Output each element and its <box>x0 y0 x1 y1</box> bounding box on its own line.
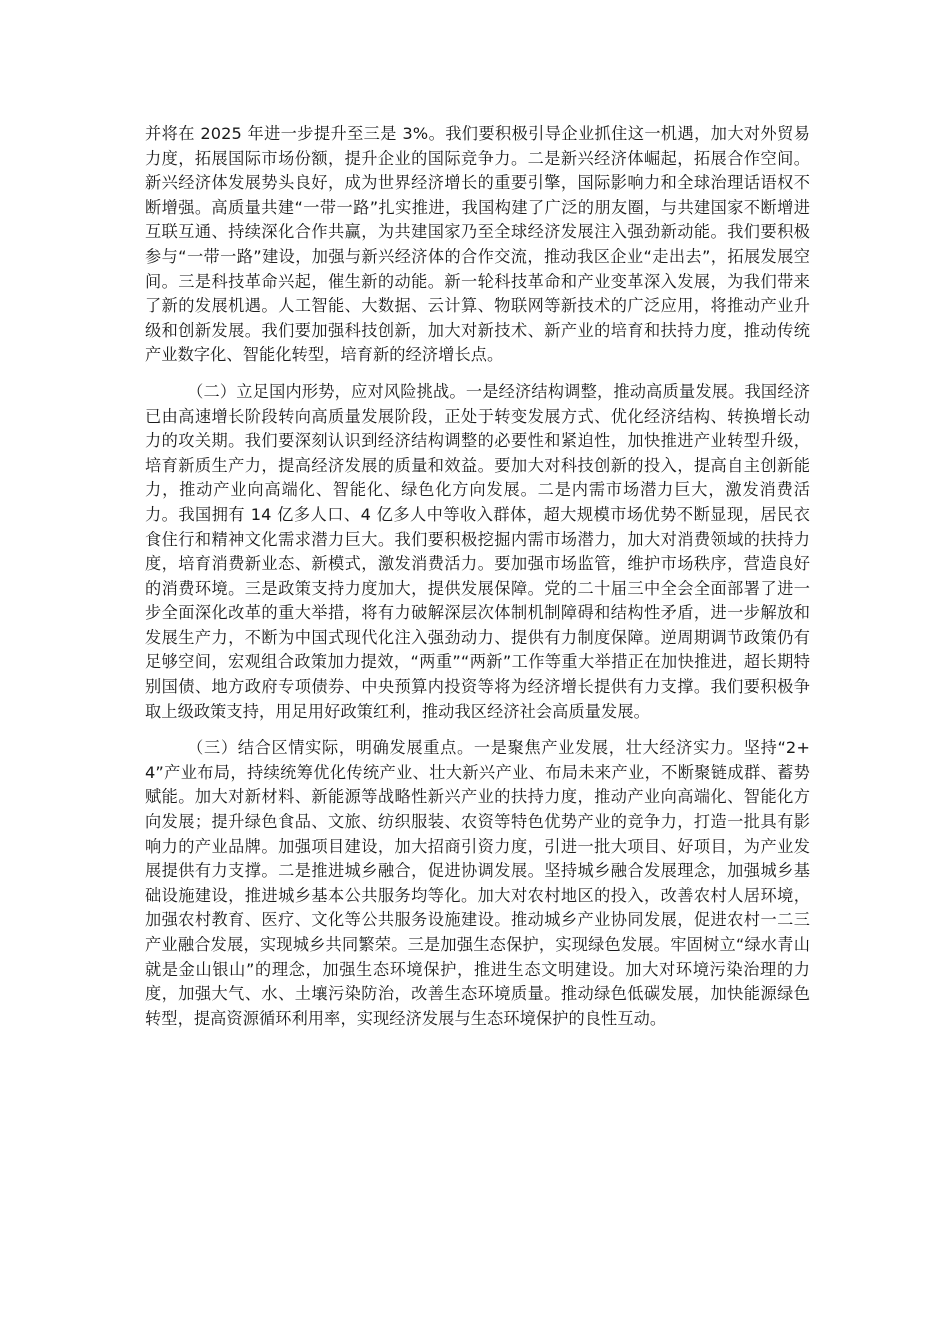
document-body <box>145 122 810 1031</box>
paragraph-gap <box>145 368 810 380</box>
paragraph-section-three: （三）结合区情实际，明确发展重点。一是聚焦产业发展，壮大经济实力。坚持“2+4”产业布局，持续统筹优化传统产业、壮大新兴产业、布局未来产业，不断聚链成群、蓄势赋能。加大对新材料、新能源等战略性新兴产业的扶持力度，推动产业向高端化、智能化方向发展；提升绿色食品、文旅、纺织服装、农资等特色优势产业的竞争力，打造一批具有影响力的产业品牌。加强项目建设，加大招商引资力度，引进一批大项目、好项目，为产业发展提供有力支撑。二是推进城乡融合，促进协调发展。坚持城乡融合发展理念，加强城乡基础设施建设，推进城乡基本公共服务均等化。加大对农村地区的投入，改善农村人居环境，加强农村教育、医疗、文化等公共服务设施建设。推动城乡产业协同发展，促进农村一二三产业融合发展，实现城乡共同繁荣。三是加强生态保护，实现绿色发展。牢固树立“绿水青山就是金山银山”的理念，加强生态环境保护，推进生态文明建设。加大对环境污染治理的力度，加强大气、水、土壤污染防治，改善生态环境质量。推动绿色低碳发展，加快能源绿色转型，提高资源循环利用率，实现经济发展与生态环境保护的良性互动。 <box>145 738 810 1028</box>
paragraph-gap <box>145 724 810 736</box>
paragraph-continuation: 并将在 2025 年进一步提升至三是 3%。我们要积极引导企业抓住这一机遇，加大对外贸易力度，拓展国际市场份额，提升企业的国际竞争力。二是新兴经济体崛起，拓展合作空间。新兴经济体发展势头良好，成为世界经济增长的重要引擎，国际影响力和全球治理话语权不断增强。高质量共建“一带一路”扎实推进，我国构建了广泛的朋友圈，与共建国家不断增进互联互通、持续深化合作共赢，为共建国家乃至全球经济发展注入强劲新动能。我们要积极参与“一带一路”建设，加强与新兴经济体的合作交流，推动我区企业“走出去”，拓展发展空间。三是科技革命兴起，催生新的动能。新一轮科技革命和产业变革深入发展，为我们带来了新的发展机遇。人工智能、大数据、云计算、物联网等新技术的广泛应用，将推动产业升级和创新发展。我们要加强科技创新，加大对新技术、新产业的培育和扶持力度，推动传统产业数字化、智能化转型，培育新的经济增长点。 <box>145 124 810 365</box>
paragraph-section-two: （二）立足国内形势，应对风险挑战。一是经济结构调整，推动高质量发展。我国经济已由高速增长阶段转向高质量发展阶段，正处于转变发展方式、优化经济结构、转换增长动力的攻关期。我们要深刻认识到经济结构调整的必要性和紧迫性，加快推进产业转型升级，培育新质生产力，提高经济发展的质量和效益。要加大对科技创新的投入，提高自主创新能力，推动产业向高端化、智能化、绿色化方向发展。二是内需市场潜力巨大，激发消费活力。我国拥有 14 亿多人口、4 亿多人中等收入群体，超大规模市场优势不断显现，居民衣食住行和精神文化需求潜力巨大。我们要积极挖掘内需市场潜力，加大对消费领域的扶持力度，培育消费新业态、新模式，激发消费活力。要加强市场监管，维护市场秩序，营造良好的消费环境。三是政策支持力度加大，提供发展保障。党的二十届三中全会全面部署了进一步全面深化改革的重大举措，将有力破解深层次体制机制障碍和结构性矛盾，进一步解放和发展生产力，不断为中国式现代化注入强劲动力、提供有力制度保障。逆周期调节政策仍有足够空间，宏观组合政策加力提效，“两重”“两新”工作等重大举措正在加快推进，超长期特别国债、地方政府专项债券、中央预算内投资等将为经济增长提供有力支撑。我们要积极争取上级政策支持，用足用好政策红利，推动我区经济社会高质量发展。 <box>145 381 810 721</box>
